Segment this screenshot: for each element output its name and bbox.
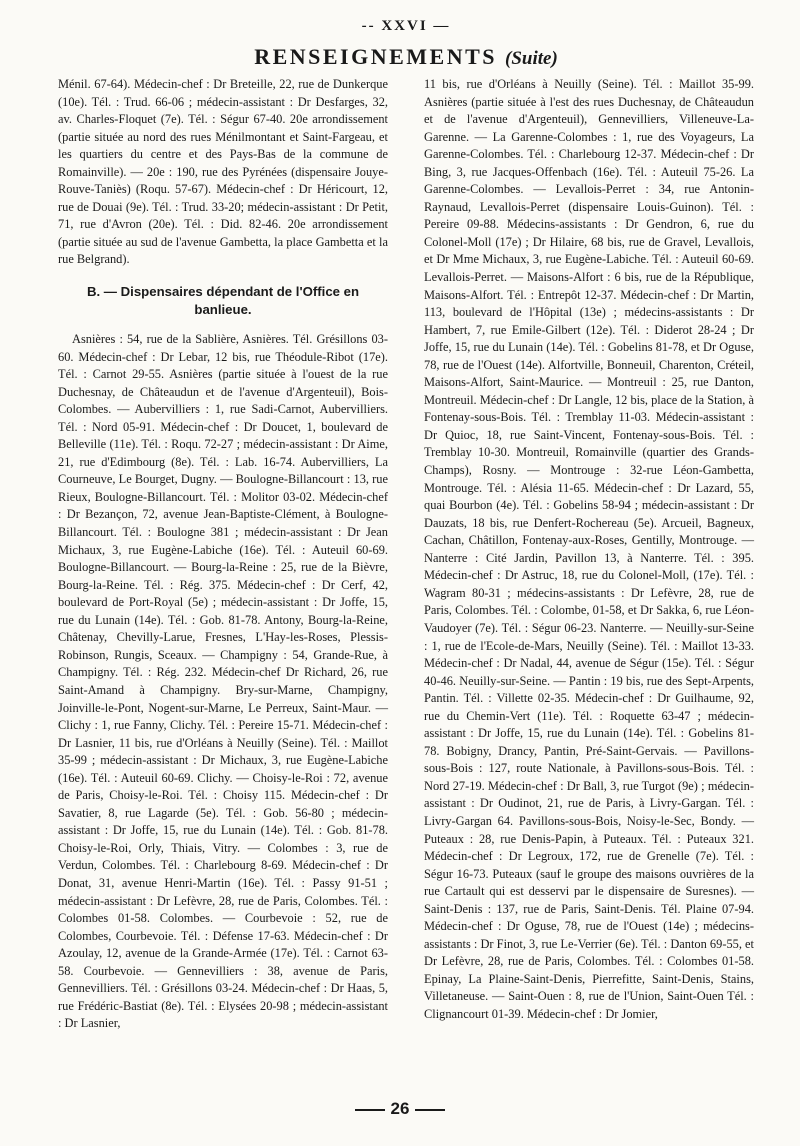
footer-dash-right — [415, 1109, 445, 1111]
left-column — [58, 76, 388, 1033]
page-number: 26 — [390, 1099, 410, 1118]
right-paragraph: 11 bis, rue d'Orléans à Neuilly (Seine). Tél. : Maillot 35-99. Asnières (partie située à l'est des rues Duchesnay, de Châteaudun et de l'avenue d'Argenteuil), Gennevilliers, Villeneuve-La-Garenne. — La Garenne-Colombes : 1, rue des Voyageurs, La Garenne-Colombes. Tél. : Charlebourg 12-37. Médecin-chef : Dr Bing, 3, rue Jacques-Offenbach (16e). Tél. : Auteuil 75-26. La Garenne-Colombes. — Levallois-Perret : 34, rue Antonin-Raynaud, Levallois-Perret (dispensaire Louis-Guinon). Tél. : Pereire 09-88. Médecins-assistants : Dr Gendron, 6, rue du Colonel-Moll (17e) ; Dr Hilaire, 68 bis, rue de Gravel, Levallois, et Dr Mme Michaux, 3, rue Eugène-Labiche. Tél. : Auteuil 60-69. Levallois-Perret. — Maisons-Alfort : 6 bis, rue de la République, Maisons-Alfort. Tél. : Entrepôt 12-37. Médecin-chef : Dr Martin, 113, boulevard de l'Hôpital (13e) ; médecins-assistants : Dr Hambert, 7, rue Emile-Gilbert (12e). Tél. : Diderot 28-24 ; Dr Joffe, 15, rue du Lunain (14e). Tél. : Gobelins 81-78, et Dr Oguse, 78, rue de l'Ouest (14e). Alfortville, Bonneuil, Charenton, Créteil, Maisons-Alfort, Saint-Maurice. — Montreuil : 25, rue Danton, Montreuil. Médecin-chef : Dr Langle, 12 bis, place de la Station, à Fontenay-sous-Bois. Tél. : Tremblay 11-03. Médecin-assistant : Dr Quioc, 18, rue Saint-Vincent, Fontenay-sous-Bois. Tél. : Tremblay 10-30. Montreuil, Romainville (quartier des Grands-Champs), Rosny. — Montrouge : 32-rue Léon-Gambetta, Montrouge. Tél. : Alésia 11-65. Médecin-chef : Dr Lazard, 55, quai Bourbon (4e). Tél. : Gobelins 58-94 ; médecin-assistant : Dr Dauzats, 18 bis, rue Denfert-Rochereau (5e). Arcueil, Bagneux, Cachan, Châtillon, Fontenay-aux-Roses, Gentilly, Montrouge. — Nanterre : Cité Jardin, Pavillon 13, à Nanterre. Tél. : 395. Médecin-chef : Dr Astruc, 18, rue du Colonel-Moll, (17e). Tél. : Wagram 80-31 ; médecins-assistants : Dr Lefèvre, 28, rue de Paris, Colombes. Tél. : Colombe, 01-58, et Dr Sakka, 6, rue Léon-Vaudoyer (7e). Tél. : Ségur 06-23. Nanterre. — Neuilly-sur-Seine : 1, rue de l'Ecole-de-Mars, Neuilly (Seine). Tél. : Maillot 13-33. Médecin-chef : Dr Nadal, 44, avenue de Ségur (15e). Tél. : Ségur 40-46. Neuilly-sur-Seine. — Pantin : 19 bis, rue des Sept-Arpents, Pantin. Tél. : Villette 02-35. Médecin-chef : Dr Guilhaume, 92, rue du Chemin-Vert (11e). Tél. : Roquette 63-47 ; médecin-assistant : Dr Joffe, 15, rue du Lunain (14e). Tél. : Gobelins 81-78. Bobigny, Drancy, Pantin, Pré-Saint-Gervais. — Pavillons-sous-Bois : 127, route Nationale, à Pavillons-sous-Bois. Tél. : Nord 27-19. Médecin-chef : Dr Ball, 3, rue Turgot (9e) ; médecin-assistant : Dr Oudinot, 21, rue de Paris, à Livry-Gargan. Tél. : Livry-Gargan 64. Pavillons-sous-Bois, Noisy-le-Sec, Bondy. — Puteaux : 28, rue Denis-Papin, à Puteaux. Tél. : Puteaux 321. Médecin-chef : Dr Legroux, 172, rue de Grenelle (7e). Tél. : Ségur 16-73. Puteaux (sauf le groupe des maisons ouvrières de la rue Cartault qui est desservi par le dispensaire de Suresnes). — Saint-Denis : 137, rue de Paris, Saint-Denis. Tél. Plaine 07-94. Médecin-chef : Dr Oguse, 78, rue de l'Ouest (14e) ; médecins-assistants : Dr Finot, 3, rue Le-Verrier (6e). Tél. : Danton 69-55, et Dr Lefèvre, 28, rue de Paris, Colombes. Tél. : Colombes 01-58. Epinay, La Plaine-Saint-Denis, Pierrefitte, Saint-Denis, Stains, Villetaneuse. — Saint-Ouen : 8, rue de l'Union, Saint-Ouen Tél. : Clignancourt 01-39. Médecin-chef : Dr Jomier, — [424, 77, 754, 1021]
page-roman-numeral: -- XXVI — — [361, 18, 451, 34]
right-column — [424, 76, 754, 1033]
title-suffix: (Suite) — [505, 48, 558, 69]
intro-paragraph: Ménil. 67-64). Médecin-chef : Dr Breteille, 22, rue de Dunkerque (10e). Tél. : Trud. 66-06 ; médecin-assistant : Dr Desfarges, 32, av. Charles-Floquet (7e). Tél. : Ségur 67-40. 20e arrondissement (partie située au nord des rues Ménilmontant et Saint-Fargeau, et les quartiers du centre et des Pays-Bas de la commune de Romainville). — 20e : 190, rue des Pyrénées (dispensaire Jouye-Rouve-Taniès) (Roqu. 57-67). Médecin-chef : Dr Héricourt, 12, rue de Douai (9e). Tél. : Trud. 33-20; médecin-assistant : Dr Petit, 71, rue d'Avron (20e). Tél. : Did. 82-46. 20e arrondissement (partie située au sud de l'avenue Gambetta, la place Gambetta et la rue Belgrand). — [58, 77, 388, 267]
page-title — [58, 40, 754, 74]
page-footer — [0, 1099, 800, 1119]
text-columns — [58, 76, 754, 1033]
body-paragraph: Asnières : 54, rue de la Sablière, Asnières. Tél. Grésillons 03-60. Médecin-chef : Dr Lebar, 12 bis, rue Théodule-Ribot (17e). Tél. : Carnot 29-55. Asnières (partie située à l'ouest de la rue Duchesnay, de Châteaudun et de l'avenue d'Argenteuil), Bois-Colombes. — Aubervilliers : 1, rue Sadi-Carnot, Aubervilliers. Tél. : Nord 05-91. Médecin-chef : Dr Doucet, 1, boulevard de Belleville (11e). Tél. : Roqu. 72-27 ; médecin-assistant : Dr Aime, 21, rue d'Edimbourg (8e). Tél. : Lab. 16-74. Aubervilliers, La Courneuve, Le Bourget, Dugny. — Boulogne-Billancourt : 13, rue Rieux, Boulogne-Billancourt. Tél. : Molitor 03-02. Médecin-chef : Dr Bezançon, 72, avenue Jean-Baptiste-Clément, à Boulogne-Billancourt. Tél. : Boulogne 381 ; médecin-assistant : Dr Jean Michaux, 3, rue Eugène-Labiche (16e). Tél. : Auteuil 60-69. Boulogne-Billancourt. — Bourg-la-Reine : 25, rue de la Bièvre, Bourg-la-Reine. Tél. : Rég. 375. Médecin-chef : Dr Cerf, 42, boulevard de Port-Royal (5e) ; médecin-assistant : Dr Joffe, 15, rue du Lunain (14e). Tél. : Gob. 81-78. Antony, Bourg-la-Reine, Châtenay, Chevilly-Larue, Fresnes, L'Hay-les-Roses, Plessis-Robinson, Rungis, Sceaux. — Champigny : 54, Grande-Rue, à Champigny. Tél. : Rég. 232. Médecin-chef Dr Richard, 26, rue Saint-Amand à Champigny. Bry-sur-Marne, Champigny, Joinville-le-Pont, Nogent-sur-Marne, Le Perreux, Saint-Maur. — Clichy : 1, rue Fanny, Clichy. Tél. : Pereire 15-71. Médecin-chef : Dr Lasnier, 11 bis, rue d'Orléans à Neuilly (Seine). Tél. : Maillot 35-99 ; médecin-assistant : Dr Michaux, 3, rue Eugène-Labiche (16e). Tél. : Auteuil 60-69. Clichy. — Choisy-le-Roi : 72, avenue de Paris, Choisy-le-Roi. Tél. : Choisy 115. Médecin-chef : Dr Savatier, 8, rue Lagarde (5e). Tél. : Gob. 56-80 ; médecin-assistant : Dr Joffe, 15, rue du Lunain (14e). Tél. : Gob. 81-78. Choisy-le-Roi, Orly, Thiais, Vitry. — Colombes : 3, rue de Verdun, Colombes. Tél. : Charlebourg 8-69. Médecin-chef : Dr Donat, 31, avenue Henri-Martin (16e). Tél. : Passy 91-51 ; médecin-assistant : Dr Lefèvre, 28, rue de Paris, Colombes. Tél. : Colombes 01-58. Colombes. — Courbevoie : 52, rue de Colombes, Courbevoie. Tél. : Défense 17-63. Médecin-chef : Dr Azoulay, 12, avenue de la Grande-Armée (17e). Tél. : Carnot 63-58. Courbevoie. — Gennevilliers : 38, avenue de Paris, Gennevilliers. Tél. : Grésillons 03-24. Médecin-chef : Dr Haas, 5, rue Frédéric-Bastiat (8e). Tél. : Elysées 20-98 ; médecin-assistant : Dr Lasnier, — [58, 332, 388, 1031]
footer-dash-left — [355, 1109, 385, 1111]
section-heading: B. — Dispensaires dépendant de l'Office en banlieue. — [86, 284, 360, 318]
title-main: RENSEIGNEMENTS — [254, 44, 498, 69]
